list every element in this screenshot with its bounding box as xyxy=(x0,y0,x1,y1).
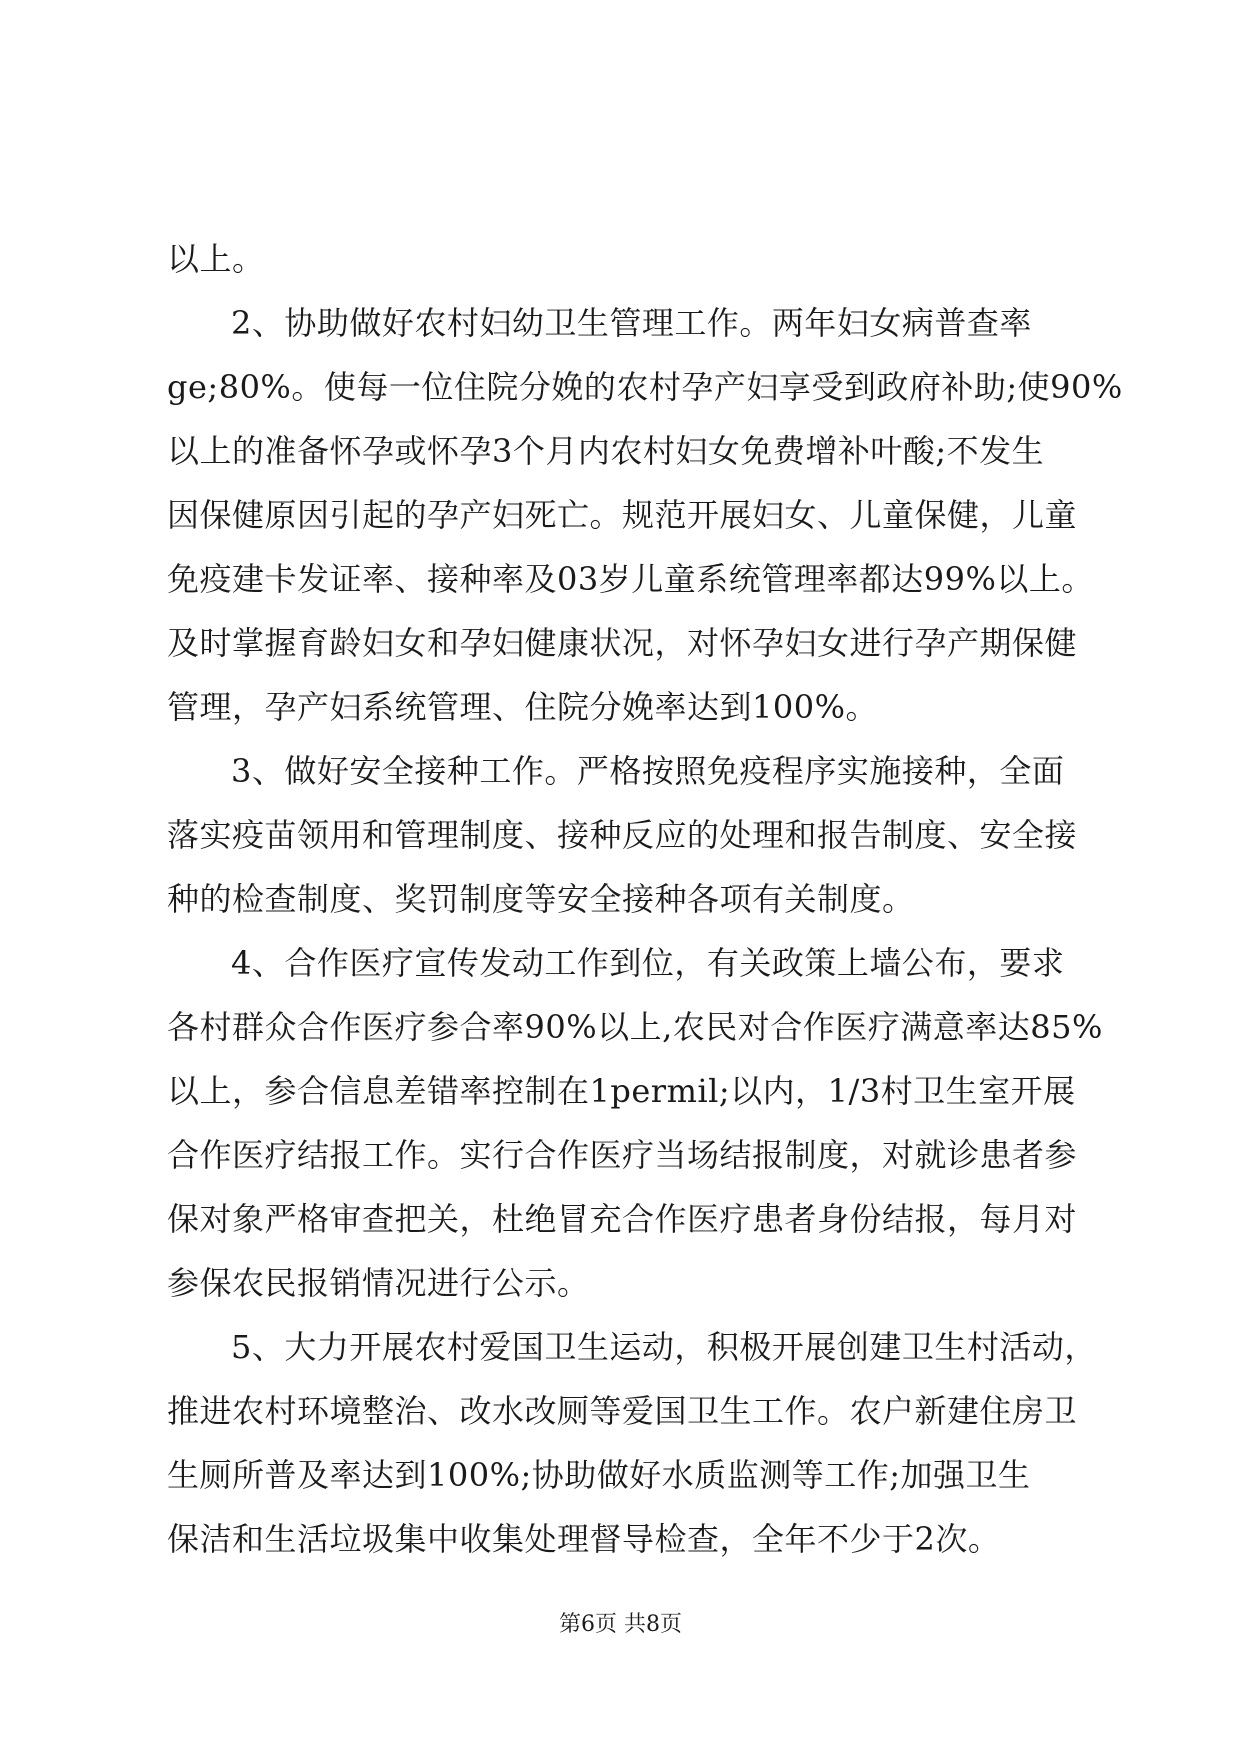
text-line: 参保农民报销情况进行公示。 xyxy=(167,1264,590,1302)
paragraph-2-start: 2、协助做好农村妇幼卫生管理工作。两年妇女病普查率 xyxy=(231,304,1032,342)
text-line: 落实疫苗领用和管理制度、接种反应的处理和报告制度、安全接 xyxy=(167,816,1078,854)
text-line: 管理，孕产妇系统管理、住院分娩率达到100%。 xyxy=(167,688,878,726)
text-line: 以上。 xyxy=(167,240,265,278)
paragraph-3-start: 3、做好安全接种工作。严格按照免疫程序实施接种，全面 xyxy=(231,752,1065,790)
text-line: ge;80%。使每一位住院分娩的农村孕产妇享受到政府补助;使90% xyxy=(167,368,1123,406)
text-line: 推进农村环境整治、改水改厕等爱国卫生工作。农户新建住房卫 xyxy=(167,1392,1078,1430)
text-line: 保对象严格审查把关，杜绝冒充合作医疗患者身份结报，每月对 xyxy=(167,1200,1078,1238)
text-line: 免疫建卡发证率、接种率及03岁儿童系统管理率都达99%以上。 xyxy=(167,560,1094,598)
text-line: 因保健原因引起的孕产妇死亡。规范开展妇女、儿童保健，儿童 xyxy=(167,496,1078,534)
text-line: 保洁和生活垃圾集中收集处理督导检查，全年不少于2次。 xyxy=(167,1520,1001,1558)
paragraph-5-start: 5、大力开展农村爱国卫生运动，积极开展创建卫生村活动， xyxy=(231,1328,1097,1366)
text-line: 各村群众合作医疗参合率90%以上,农民对合作医疗满意率达85% xyxy=(167,1008,1103,1046)
text-line: 以上，参合信息差错率控制在1permil;以内，1/3村卫生室开展 xyxy=(167,1072,1076,1110)
text-line: 种的检查制度、奖罚制度等安全接种各项有关制度。 xyxy=(167,880,915,918)
text-line: 及时掌握育龄妇女和孕妇健康状况，对怀孕妇女进行孕产期保健 xyxy=(167,624,1078,662)
page-number-footer: 第6页 共8页 xyxy=(559,1612,682,1637)
document-body xyxy=(167,227,1123,1571)
text-line: 合作医疗结报工作。实行合作医疗当场结报制度，对就诊患者参 xyxy=(167,1136,1078,1174)
text-line: 以上的准备怀孕或怀孕3个月内农村妇女免费增补叶酸;不发生 xyxy=(167,432,1045,470)
paragraph-4-start: 4、合作医疗宣传发动工作到位，有关政策上墙公布，要求 xyxy=(231,944,1065,982)
text-line: 生厕所普及率达到100%;协助做好水质监测等工作;加强卫生 xyxy=(167,1456,1031,1494)
